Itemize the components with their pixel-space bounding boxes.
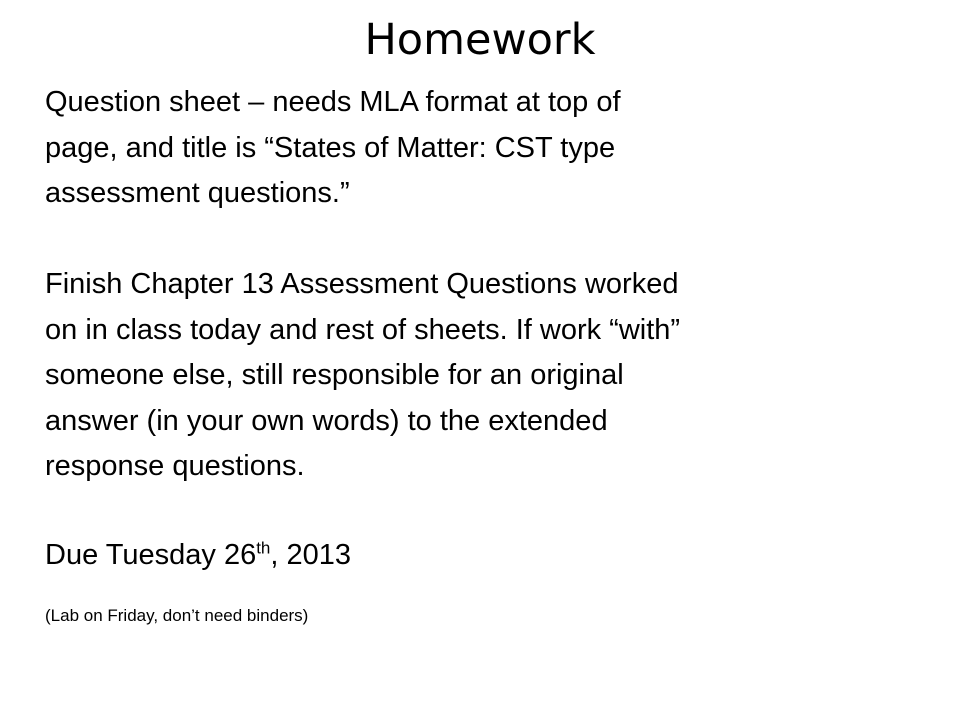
text-line: response questions. [45,450,305,482]
due-date-superscript: th [256,538,271,558]
text-line: someone else, still responsible for an original [45,359,624,391]
lab-note: (Lab on Friday, don’t need binders) [45,606,309,625]
text-line: page, and title is “States of Matter: CST type [45,131,616,164]
text-line: on in class today and rest of sheets. If work “with” [45,313,681,346]
question-sheet-paragraph [45,80,925,217]
slide-title: Homework [364,15,596,65]
text-line: Question sheet – needs MLA format at top of [45,86,621,118]
text-line: Finish Chapter 13 Assessment Questions worked [45,268,679,300]
due-date-line [45,533,925,579]
due-date [45,533,925,579]
due-date-prefix: Due Tuesday 26 [45,539,257,571]
due-date-suffix: , 2013 [270,539,352,571]
text-line: answer (in your own words) to the extended [45,404,608,437]
chapter-assessment-paragraph [45,262,925,490]
text-line: assessment questions.” [45,177,350,209]
